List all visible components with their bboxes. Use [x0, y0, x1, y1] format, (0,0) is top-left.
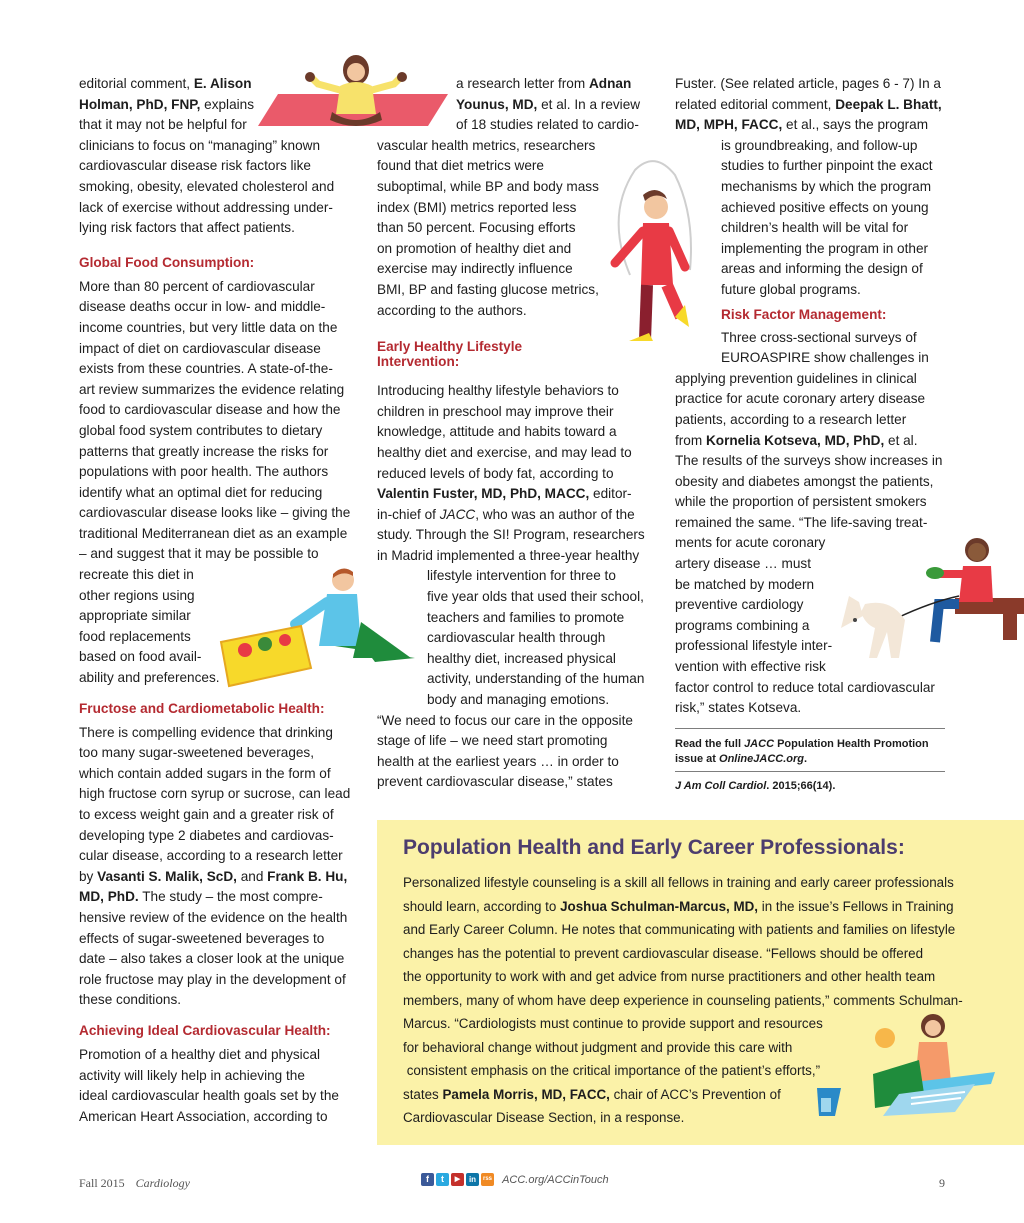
read-more-line: Read the full JACC Population Health Promotion: [675, 738, 929, 750]
text-line: lying risk factors that affect patients.: [79, 220, 295, 236]
twitter-icon[interactable]: t: [436, 1173, 449, 1186]
text-line: recreate this diet in: [79, 567, 194, 583]
text-line: teachers and families to promote: [427, 609, 625, 625]
text-line: lifestyle intervention for three to: [427, 568, 616, 584]
read-more-note: [675, 737, 950, 767]
text-line: income countries, but very little data on the: [79, 319, 338, 335]
text-line: effects of sugar-sweetened beverages to: [79, 930, 325, 946]
text-line: members, many of whom have deep experience in counseling patients,” comments Schulman-: [403, 992, 963, 1008]
text-line: stage of life – we need start promoting: [377, 733, 608, 749]
text-line: identify what an optimal diet for reducing: [79, 484, 323, 500]
jump-rope-illustration: [595, 155, 705, 350]
text-line: Younus, MD, et al. In a review: [456, 96, 641, 112]
text-line: body and managing emotions.: [427, 692, 610, 708]
text-line: preventive cardiology: [675, 597, 804, 613]
text-line: art review summarizes the evidence relating: [79, 381, 345, 397]
text-line: traditional Mediterranean diet as an example: [79, 525, 348, 541]
text-line: mechanisms by which the program: [721, 178, 932, 194]
text-line: Marcus. “Cardiologists must continue to provide support and resources: [403, 1016, 823, 1031]
text-line: patterns that greatly increase the risks for: [79, 443, 329, 459]
text-line: of 18 studies related to cardio-: [456, 117, 639, 133]
text-line: children’s health will be vital for: [721, 220, 909, 236]
text-line: other regions using: [79, 587, 195, 603]
text-line: the opportunity to work with and get advice from nurse practitioners and other health team: [403, 969, 936, 984]
text-line: appropriate similar: [79, 608, 191, 624]
page-number: 9: [939, 1176, 945, 1190]
footer-social: [421, 1173, 609, 1186]
text-line: prevent cardiovascular disease,” states: [377, 774, 613, 790]
text-line: from Kornelia Kotseva, MD, PhD, et al.: [675, 432, 918, 448]
text-line: health at the earliest years … in order to: [377, 753, 619, 769]
text-line: and Early Career Column. He notes that communicating with patients and families on lifestyle: [403, 922, 956, 937]
reading-illustration: [815, 1008, 1000, 1118]
text-line: Introducing healthy lifestyle behaviors to: [377, 383, 619, 399]
text-line: BMI, BP and fasting glucose metrics,: [377, 281, 599, 297]
text-line: achieved positive effects on young: [721, 199, 929, 215]
text-line: while the proportion of persistent smokers: [675, 494, 927, 510]
yoga-illustration: [248, 44, 458, 134]
text-line: professional lifestyle inter-: [675, 638, 833, 654]
text-line: Three cross-sectional surveys of: [721, 329, 917, 345]
box-title: Population Health and Early Career Professionals:: [403, 836, 905, 859]
text-line: studies to further pinpoint the exact: [721, 158, 933, 174]
col1-fructose-body: [79, 723, 369, 1011]
text-line: these conditions.: [79, 992, 182, 1008]
text-line: obesity and diabetes amongst the patients,: [675, 473, 934, 489]
rss-icon[interactable]: rss: [481, 1173, 494, 1186]
text-line: ability and preferences.: [79, 670, 220, 686]
text-line: implementing the program in other: [721, 240, 929, 256]
text-line: risk,” states Kotseva.: [675, 700, 802, 716]
text-line: vention with effective risk: [675, 659, 826, 675]
text-line: patients, according to a research letter: [675, 411, 907, 427]
text-line: Personalized lifestyle counseling is a skill all fellows in training and early career professionals: [403, 875, 954, 890]
text-line: suboptimal, while BP and body mass: [377, 178, 599, 194]
text-line: date – also takes a closer look at the unique: [79, 951, 345, 967]
text-line: EUROASPIRE show challenges in: [721, 350, 929, 366]
text-line: according to the authors.: [377, 302, 527, 318]
heading-line: Intervention:: [377, 354, 460, 370]
text-line: Fuster. (See related article, pages 6 - 7) In a: [675, 76, 941, 91]
text-line: The results of the surveys show increases in: [675, 453, 943, 469]
text-line: based on food avail-: [79, 649, 202, 665]
text-line: consistent emphasis on the critical importance of the patient’s efforts,”: [403, 1063, 821, 1078]
text-line: in-chief of JACC, who was an author of the: [377, 506, 635, 522]
section-heading-global-food: Global Food Consumption:: [79, 254, 255, 270]
text-line: too many sugar-sweetened beverages,: [79, 745, 315, 761]
text-line: populations with poor health. The authors: [79, 464, 329, 480]
divider-bottom: [675, 771, 945, 772]
text-line: There is compelling evidence that drinking: [79, 724, 333, 740]
text-line: found that diet metrics were: [377, 158, 544, 174]
text-line: – and suggest that it may be possible to: [79, 546, 319, 562]
text-line: on promotion of healthy diet and: [377, 240, 572, 256]
text-line: exists from these countries. A state-of-the-: [79, 361, 333, 377]
text-line: activity, understanding of the human: [427, 671, 645, 687]
text-line: practice for acute coronary artery disease: [675, 391, 926, 407]
text-line: impact of diet on cardiovascular disease: [79, 340, 321, 356]
text-line: artery disease … must: [675, 556, 811, 572]
text-line: “We need to focus our care in the opposite: [377, 712, 633, 728]
divider-top: [675, 728, 945, 729]
text-line: related editorial comment, Deepak L. Bhatt,: [675, 96, 942, 112]
text-line: knowledge, attitude and habits toward a: [377, 424, 617, 440]
footer-magazine: Cardiology: [135, 1176, 190, 1190]
text-line: by Vasanti S. Malik, ScD, and Frank B. Hu,: [79, 868, 348, 884]
text-line: food replacements: [79, 628, 191, 644]
text-line: ideal cardiovascular health goals set by the: [79, 1088, 339, 1104]
col3-intro: [675, 74, 955, 301]
text-line: children in preschool may improve their: [377, 403, 614, 419]
text-line: to excess weight gain and a greater risk of: [79, 807, 334, 822]
text-line: high fructose corn syrup or sucrose, can lead: [79, 786, 351, 802]
text-line: disease deaths occur in low- and middle-: [79, 299, 326, 315]
linkedin-icon[interactable]: in: [466, 1173, 479, 1186]
text-line: vascular health metrics, researchers: [377, 137, 596, 153]
text-line: cardiovascular disease risk factors like: [79, 158, 311, 174]
text-line: Cardiovascular Disease Section, in a response.: [403, 1110, 685, 1125]
read-more-link[interactable]: issue at OnlineJACC.org.: [675, 753, 808, 765]
text-line: a research letter from Adnan: [456, 76, 632, 91]
text-line: reduced levels of body fat, according to: [377, 465, 614, 481]
text-line: role fructose may play in the development of: [79, 971, 346, 987]
footer-season: Fall 2015: [79, 1176, 125, 1190]
section-heading-ideal-health: Achieving Ideal Cardiovascular Health:: [79, 1022, 331, 1038]
text-line: cardiovascular health through: [427, 630, 606, 646]
text-line: should learn, according to Joshua Schulman-Marcus, MD, in the issue’s Fellows in Training: [403, 898, 954, 914]
text-line: factor control to reduce total cardiovascular: [675, 679, 935, 695]
boy-dog-illustration: [835, 532, 1024, 662]
text-line: index (BMI) metrics reported less: [377, 199, 577, 215]
text-line: cular disease, according to a research letter: [79, 848, 343, 864]
text-line: global food system contributes to dietary: [79, 422, 323, 438]
youtube-icon[interactable]: ▶: [451, 1173, 464, 1186]
text-line: editorial comment, E. Alison: [79, 76, 252, 91]
text-line: remained the same. “The life-saving treat-: [675, 514, 928, 530]
text-line: hensive review of the evidence on the health: [79, 909, 348, 925]
text-line: exercise may indirectly influence: [377, 261, 573, 277]
text-line: be matched by modern: [675, 576, 815, 592]
text-line: activity will likely help in achieving the: [79, 1067, 305, 1083]
text-line: food to cardiovascular disease and how the: [79, 402, 341, 418]
citation: J Am Coll Cardiol. 2015;66(14).: [675, 780, 836, 792]
col1-ideal-body: [79, 1045, 369, 1127]
text-line: More than 80 percent of cardiovascular: [79, 278, 315, 294]
text-line: Holman, PhD, FNP, explains: [79, 96, 255, 112]
text-line: Valentin Fuster, MD, PhD, MACC, editor-: [377, 486, 632, 502]
text-line: applying prevention guidelines in clinical: [675, 370, 917, 386]
text-line: areas and informing the design of: [721, 261, 923, 277]
text-line: healthy diet and exercise, and may lead to: [377, 444, 632, 460]
footer-url[interactable]: ACC.org/ACCinTouch: [502, 1173, 609, 1186]
text-line: is groundbreaking, and follow-up: [721, 137, 918, 153]
text-line: study. Through the SI! Program, researchers: [377, 527, 645, 543]
text-line: ments for acute coronary: [675, 535, 826, 551]
text-line: five year olds that used their school,: [427, 589, 644, 605]
text-line: Promotion of a healthy diet and physical: [79, 1046, 321, 1062]
heading-line: Early Healthy Lifestyle: [377, 339, 523, 355]
text-line: smoking, obesity, elevated cholesterol and: [79, 178, 335, 194]
text-line: developing type 2 diabetes and cardiovas-: [79, 827, 334, 843]
text-line: than 50 percent. Focusing efforts: [377, 220, 576, 236]
text-line: changes has the potential to prevent cardiovascular disease. “Fellows should be offered: [403, 945, 924, 961]
text-line: which contain added sugars in the form of: [79, 765, 331, 781]
text-line: that it may not be helpful for: [79, 117, 247, 133]
food-basket-illustration: [215, 562, 420, 697]
section-heading-risk-factor: Risk Factor Management:: [721, 306, 887, 322]
text-line: programs combining a: [675, 617, 810, 633]
text-line: lack of exercise without addressing under-: [79, 199, 333, 215]
text-line: American Heart Association, according to: [79, 1108, 328, 1124]
text-line: cardiovascular disease looks like – giving the: [79, 505, 351, 521]
text-line: future global programs.: [721, 281, 861, 297]
text-line: in Madrid implemented a three-year healthy: [377, 547, 640, 563]
footer-issue: [79, 1176, 190, 1191]
text-line: MD, PhD. The study – the most compre-: [79, 889, 323, 905]
text-line: healthy diet, increased physical: [427, 650, 616, 666]
text-line: states Pamela Morris, MD, FACC, chair of ACC’s Prevention of: [403, 1086, 781, 1102]
text-line: MD, MPH, FACC, et al., says the program: [675, 117, 929, 133]
text-line: clinicians to focus on “managing” known: [79, 137, 321, 153]
text-line: for behavioral change without judgment and provide this care with: [403, 1039, 793, 1055]
facebook-icon[interactable]: f: [421, 1173, 434, 1186]
section-heading-fructose: Fructose and Cardiometabolic Health:: [79, 700, 325, 716]
